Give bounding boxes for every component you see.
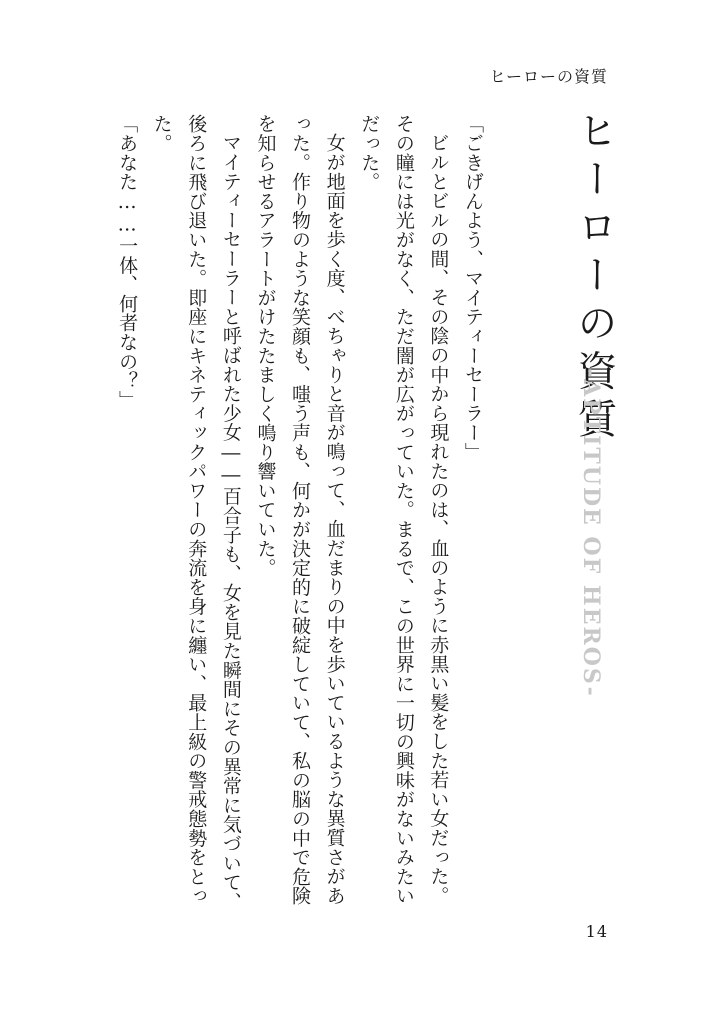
dialogue-paragraph: 「ごきげんよう、マイティーセーラー」	[462, 114, 484, 462]
chapter-title: ヒーローの資質	[571, 110, 617, 446]
narration-paragraph: 女が地面を歩く度、べちゃりと音が鳴って、血だまりの中を歩いているような異質さがあった。作り物のような笑顔も、嗤う声も、何かが決定的に破綻していて、私の脳の中で危険を知らせるアラートがけたたましく鳴り響いていた。	[254, 114, 346, 906]
running-header: ヒーローの資質	[489, 67, 608, 86]
narration-paragraph: マイティーセーラーと呼ばれた少女――百合子も、女を見た瞬間にその異常に気づいて、後ろに飛び退いた。即座にキネティックパワーの奔流を身に纏い、最上級の警戒態勢をとった。	[150, 114, 242, 911]
dialogue-paragraph: 「あなた……一体、何者なの？」	[116, 114, 139, 410]
body-text	[109, 114, 490, 914]
page-number: 14	[585, 922, 608, 941]
chapter-subtitle: -APTITUDE OF HEROS-	[578, 368, 604, 698]
narration-paragraph: ビルとビルの間、その陰の中から現れたのは、血のように赤黒い髪をした若い女だった。その瞳には光がなく、ただ闇が広がっていた。まるで、この世界に一切の興味がないみたいだった。	[358, 114, 450, 906]
